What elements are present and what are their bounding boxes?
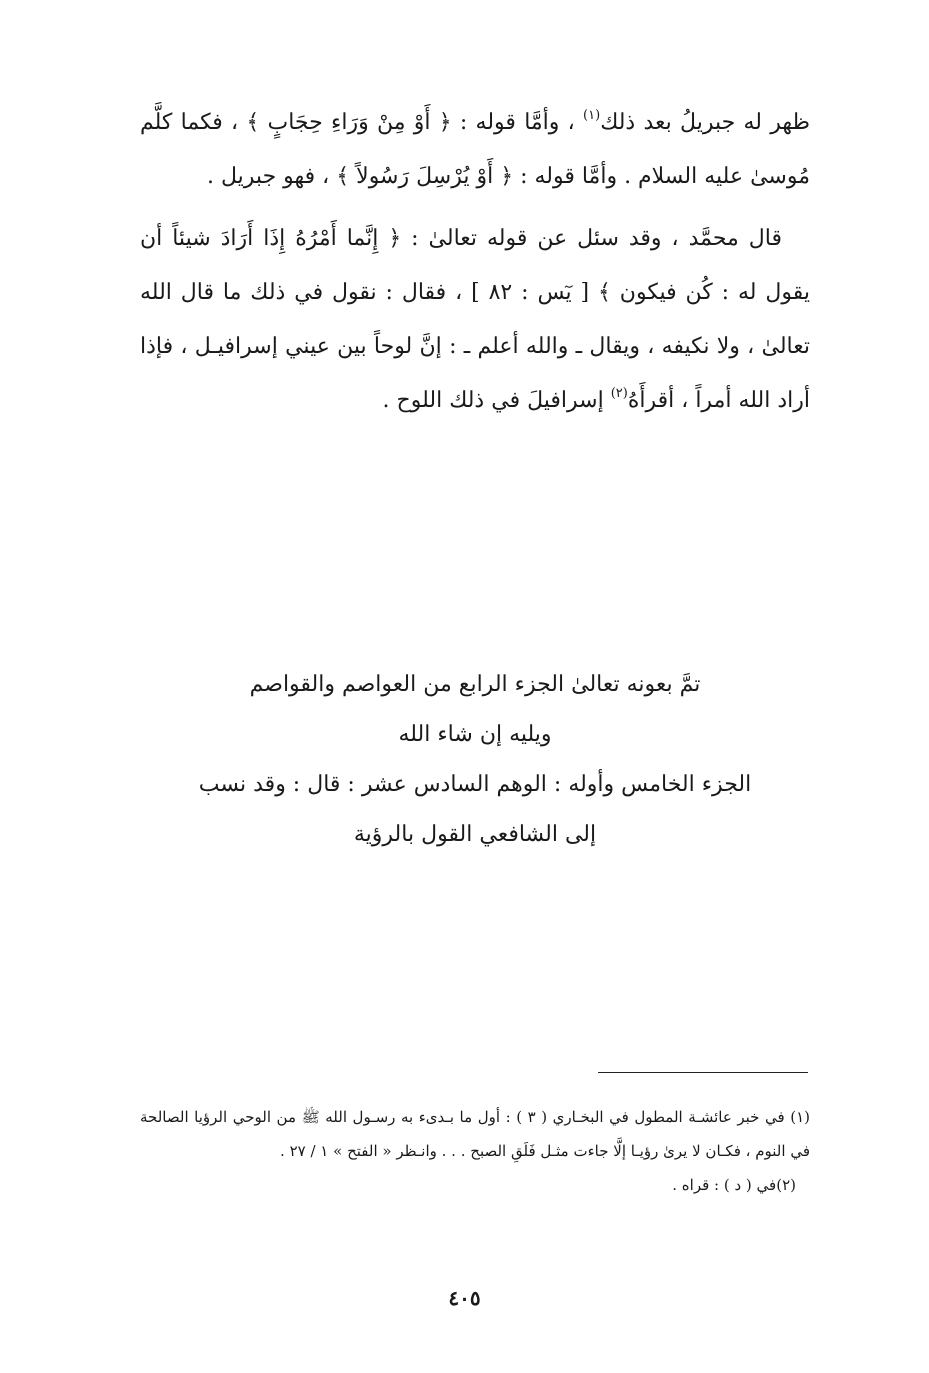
footnote-separator [598,1072,808,1073]
paragraph-1-text-a: ظهر له جبريلُ بعد ذلك [600,110,810,135]
footnotes [140,1100,810,1202]
paragraph-2-text-a: قال محمَّد ، وقد سئل عن قوله تعالىٰ : ﴿ إِنَّما أَمْرُهُ إِذَا أَرَادَ شيئاً أن يقول له : كُن فيكون ﴾ [ يٓس : ٨٢ ] ، فقال : نقول في ذلك ما قال الله تعالىٰ ، ولا نكيفه ، ويقال ـ والله أعلم ـ : إنَّ لوحاً بين عيني إسرافيـل ، فإذا أراد الله أمراً ، أقرأَهُ [140,226,810,413]
footnote-2: (٢)في ( د ) : قراه . [672,1176,796,1194]
page-number: ٤٠٥ [448,1286,481,1310]
colophon-line-2: ويليه إن شاء الله [398,722,552,747]
colophon [140,660,810,860]
colophon-line-3: الجزء الخامس وأوله : الوهم السادس عشر : قال : وقد نسب [198,772,752,797]
paragraph-2-text-b: إسرافيلَ في ذلك اللوح . [382,388,611,413]
colophon-line-1: تمَّ بعونه تعالىٰ الجزء الرابع من العواصم والقواصم [249,672,701,697]
footnote-1: (١) في خبر عائشـة المطول في البخـاري ( ٣ ) : أول ما بـدىء به رسـول الله ﷺ من الوحي الرؤيا الصالحة في النوم ، فكـان لا يرىٰ رؤيـا إلَّا جاءت مثـل فَلَقِ الصبح . . . وانـظر « الفتح » ١ / ٢٧ . [140,1108,810,1160]
footnote-ref-1[interactable]: (١) [583,108,601,123]
colophon-line-4: إلى الشافعي القول بالرؤية [353,822,597,847]
footnote-ref-2[interactable]: (٢) [610,386,628,401]
paragraph-1 [140,96,810,204]
main-text [140,96,810,428]
paragraph-1-text-b: ، وأمَّا قوله : ﴿ أَوْ مِنْ وَرَاءِ حِجَابٍ ﴾ ، فكما كلَّم مُوسىٰ عليه السلام . وأمَّا قوله : ﴿ أَوْ يُرْسِلَ رَسُولاً ﴾ ، فهو جبريل . [140,110,810,189]
paragraph-2 [140,212,810,428]
